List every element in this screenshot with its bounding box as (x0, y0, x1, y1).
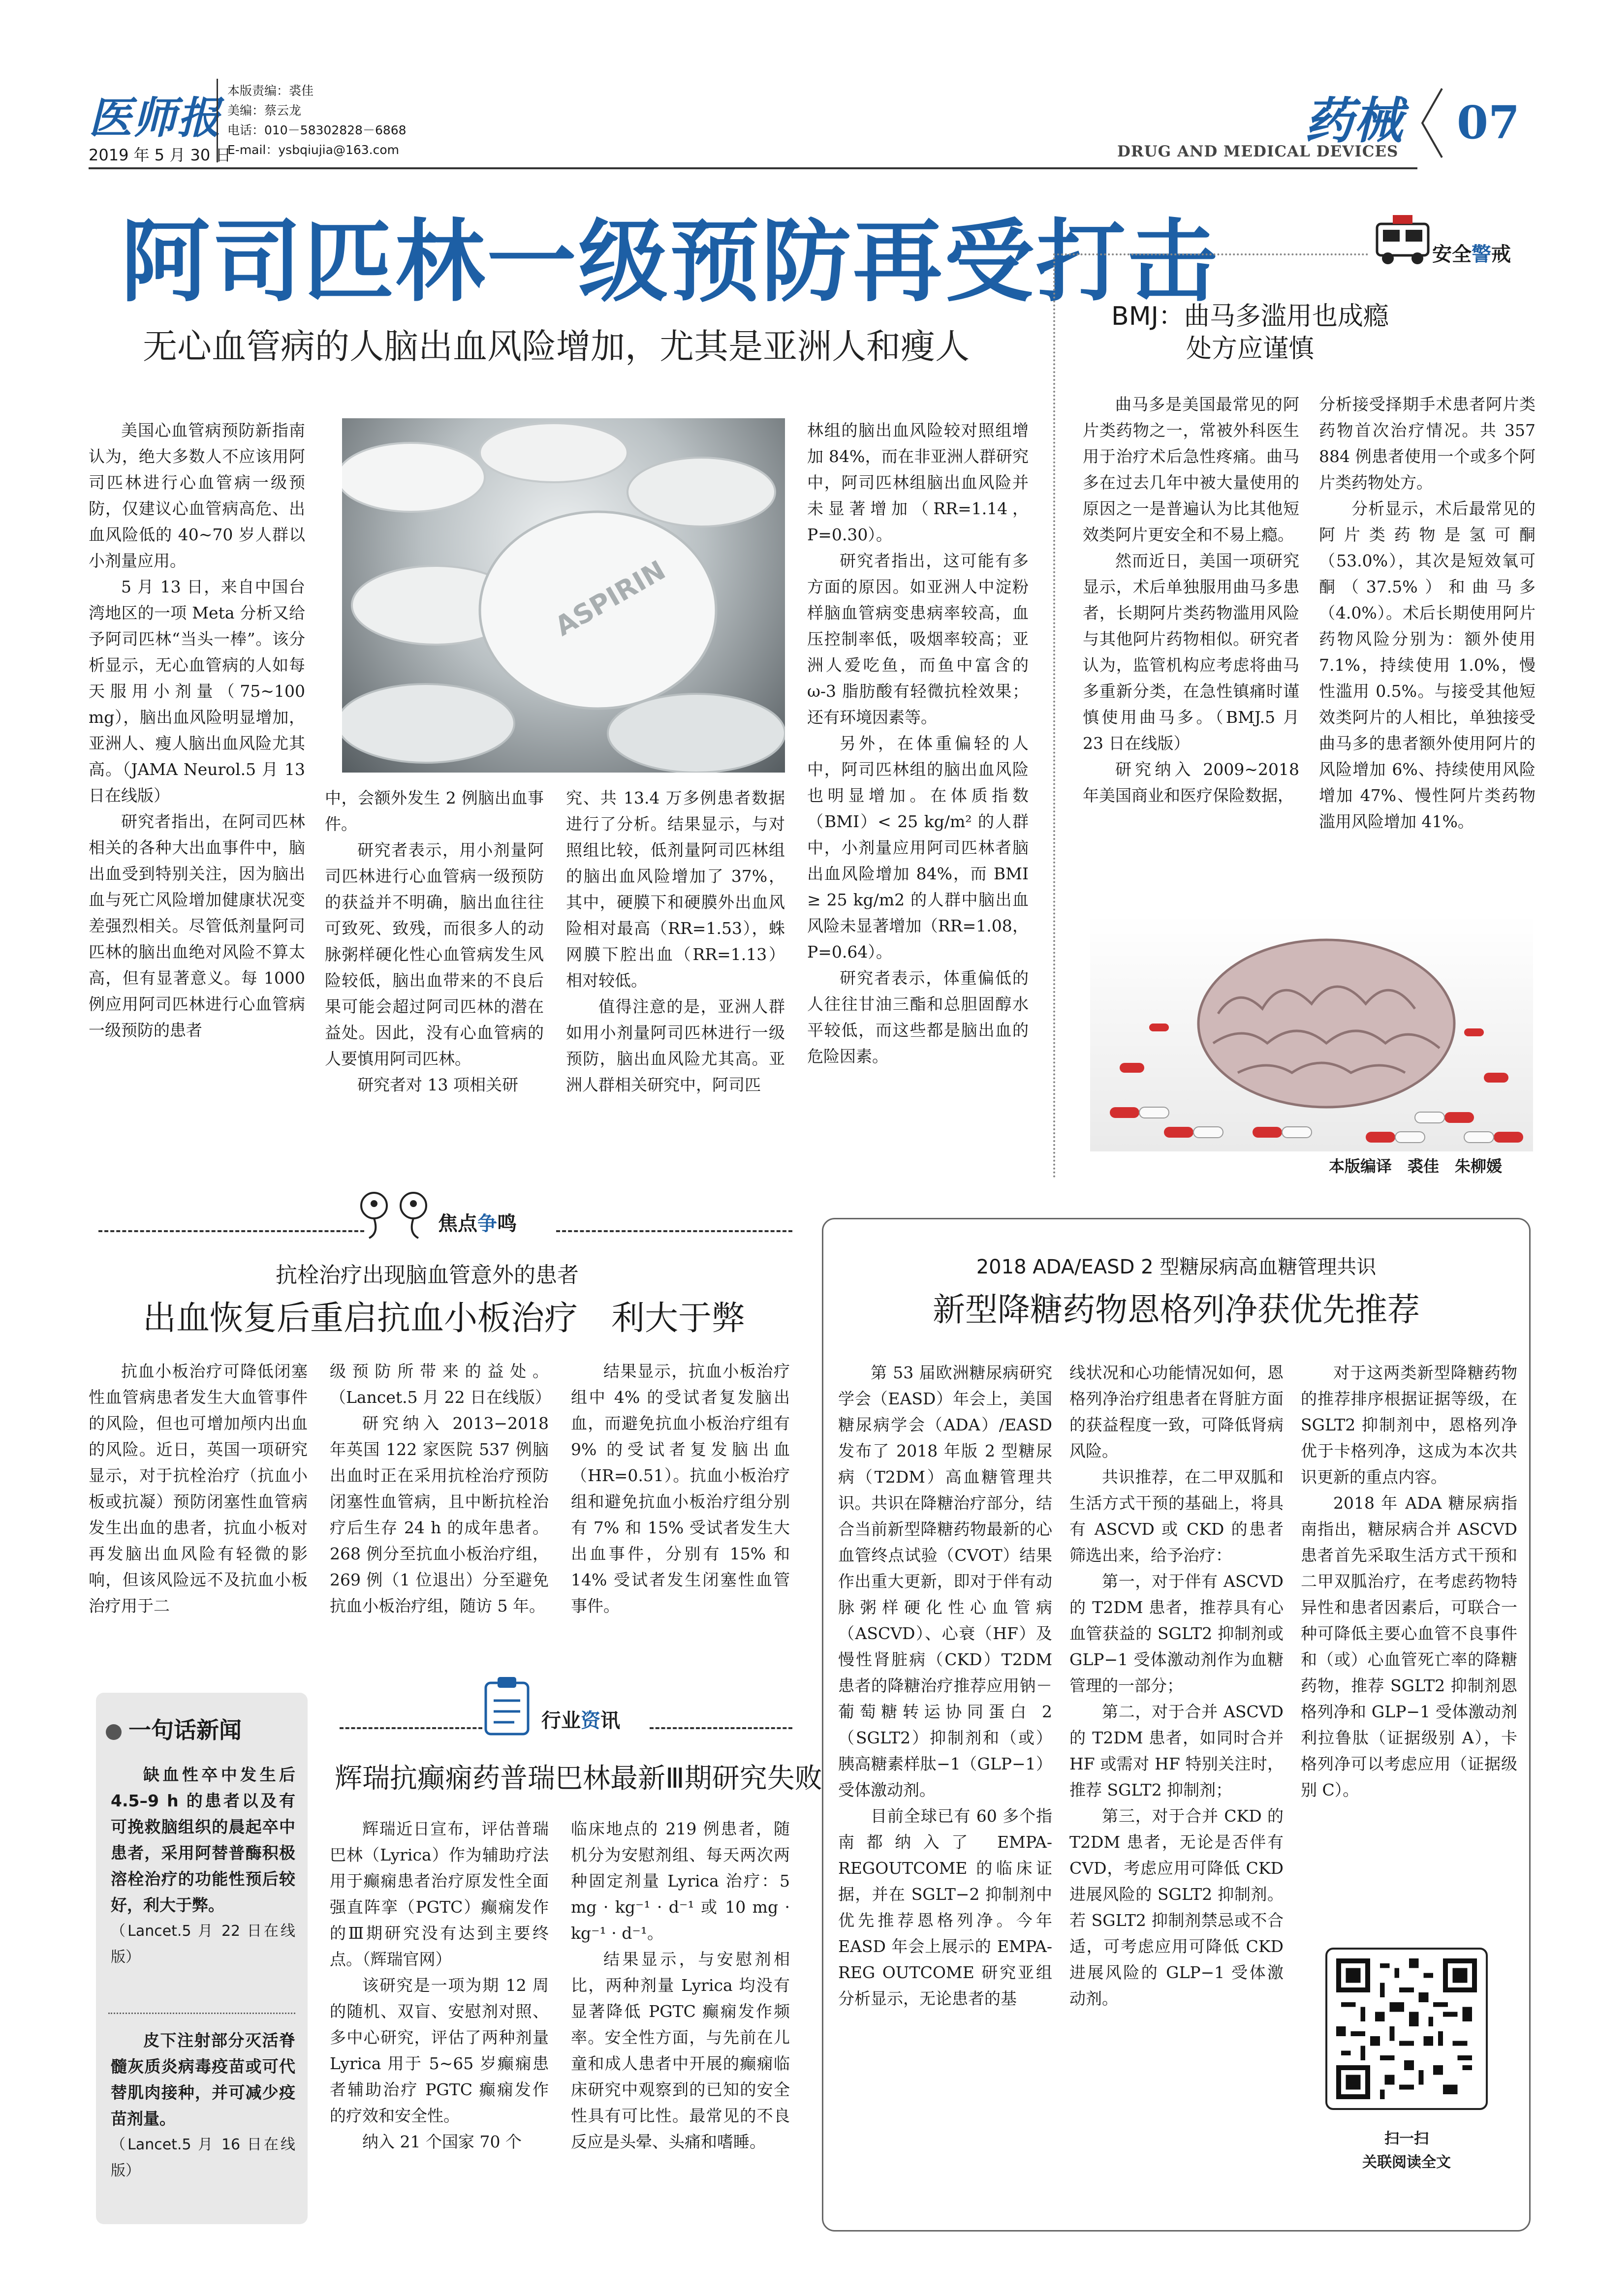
section-en: DRUG AND MEDICAL DEVICES (1117, 143, 1399, 160)
brief-item-2: 皮下注射部分灭活脊髓灰质炎病毒疫苗或可代替肌肉接种，并可减少疫苗剂量。 （Lancet.5 月 16 日在线版） (111, 2031, 295, 2179)
main-column-4 (807, 417, 1029, 1069)
art-label: 美编：蔡云龙 (227, 103, 302, 118)
main-column-1 (89, 417, 305, 1043)
main-para-12: 研究者表示，体重偏低的人往往甘油三酯和总胆固醇水平较低，而这些都是脑出血的危险因素。 (807, 968, 1029, 1066)
clipboard-icon (480, 1673, 534, 1737)
focus-para-4: 结果显示，抗血小板治疗组中 4% 的受试者复发脑出血，而避免抗血小板治疗组有 9% 的受试者复发脑出血（HR=0.51）。抗血小板治疗组和避免抗血小板治疗组分别有 7% 和 15% 受试者发生大出血事件，分别有 15% 和 14% 受试者发生闭塞性血管事件。 (571, 1362, 790, 1615)
diabetes-para-5: 第一，对于伴有 ASCVD 的 T2DM 患者，推荐具有心血管获益的 SGLT2 抑制剂或 GLP−1 受体激动剂作为血糖管理的一部分； (1069, 1572, 1284, 1695)
diabetes-kicker: 2018 ADA/EASD 2 型糖尿病高血糖管理共识 (976, 1256, 1377, 1278)
diabetes-para-8: 对于这两类新型降糖药物的推荐排序根据证据等级，在 SGLT2 抑制剂中，恩格列净优于卡格列净，这成为本次共识更新的重点内容。 (1301, 1363, 1517, 1487)
diabetes-para-6: 第二，对于合并 ASCVD 的 T2DM 患者，如同时合并 HF 或需对 HF 特别关注时，推荐 SGLT2 抑制剂； (1069, 1702, 1284, 1800)
safety-para-2: 然而近日，美国一项研究显示，术后单独服用曲马多患者，长期阿片类药物滥用风险与其他阿片药物相似。研究者认为，监管机构应考虑将曲马多重新分类，在急性镇痛时谨慎使用曲马多。（BMJ.5 月 23 日在线版） (1083, 551, 1299, 753)
editor-label: 本版责编：裘佳 (227, 84, 314, 98)
diabetes-para-9: 2018 年 ADA 糖尿病指南指出，糖尿病合并 ASCVD 患者首先采取生活方式干预和二甲双胍治疗，在考虑药物特异性和患者因素后，可联合一种可降低主要心血管不良事件和（或）心血管死亡率的降糖药物，推荐 SGLT2 抑制剂恩格列净和 GLP−1 受体激动剂利拉鲁肽（证据级别 A），卡格列净可以考虑应用（证据级别 C）。 (1301, 1493, 1517, 1800)
brief-news-box (96, 1693, 308, 2224)
bullet-icon (106, 1724, 122, 1740)
diabetes-para-2: 目前全球已有 60 多个指南都纳入了 EMPA-REGOUTCOME 的临床证据，并在 SGLT−2 抑制剂中优先推荐恩格列净。今年 EASD 年会上展示的 EMPA-REG OUTCOME 研究亚组分析显示，无论患者的基 (838, 1806, 1052, 2008)
diabetes-headline: 新型降糖药物恩格列净获优先推荐 (933, 1291, 1420, 1329)
safety-para-5: 分析显示，术后最常见的阿片类药物是氢可酮（53.0%），其次是短效氧可酮（37.5%）和曲马多（4.0%）。术后长期使用阿片药物风险分别为：额外使用 7.1%，持续使用 1.0%，慢性滥用 0.5%。与接受其他短效类阿片的人相比，单独接受曲马多的患者额外使用阿片的风险增加 6%、持续使用风险增加 47%、慢性阿片类药物滥用风险增加 41%。 (1319, 499, 1536, 831)
qr-caption: 扫一扫 关联阅读全文 (1362, 2130, 1451, 2171)
section-title: 药械 (1304, 92, 1403, 150)
main-para-2: 5 月 13 日，来自中国台湾地区的一项 Meta 分析又给予阿司匹林“当头一棒”。该分析显示，无心血管病的人如每天服用小剂量（75~100 mg），脑出血风险明显增加，亚洲人、瘦人脑出血风险尤其高。（JAMA Neurol.5 月 13 日在线版） (89, 577, 305, 805)
diabetes-para-3: 线状况和心功能情况如何，恩格列净治疗组患者在肾脏方面的获益程度一致，可降低肾病风险。 (1069, 1363, 1284, 1460)
svg-text:ASPIRIN: ASPIRIN (550, 554, 671, 642)
focus-column-1 (89, 1358, 308, 1619)
brief-item-1: 缺血性卒中发生后 4.5–9 h 的患者以及有可挽救脑组织的晨起卒中患者，采用阿替普酶积极溶栓治疗的功能性预后较好，利大于弊。 （Lancet.5 月 22 日在线版） (111, 1765, 295, 1966)
main-headline: 阿司匹林一级预防再受打击 (121, 209, 1219, 314)
focus-tag: 焦点争鸣 (438, 1212, 517, 1235)
safety-para-4: 分析接受择期手术患者阿片类药物首次治疗情况。共 357 884 例患者使用一个或多个阿片类药物处方。 (1319, 395, 1536, 492)
focus-para-2: 级预防所带来的益处。（Lancet.5 月 22 日在线版） (330, 1362, 552, 1407)
main-para-4: 中，会额外发生 2 例脑出血事件。 (325, 788, 544, 834)
masthead-credits (227, 81, 407, 160)
safety-para-1: 曲马多是美国最常见的阿片类药物之一，常被外科医生用于治疗术后急性疼痛。曲马多在过去几年中被大量使用的原因之一是普遍认为比其他短效类阿片更安全和不易上瘾。 (1083, 395, 1299, 544)
main-para-7: 究、共 13.4 万多例患者数据进行了分析。结果显示，与对照组比较，低剂量阿司匹林组的脑出血风险增加了 37%，其中，硬膜下和硬膜外出血风险相对最高（RR=1.53），蛛网膜下腔出血（RR=1.13）相对较低。 (566, 788, 785, 990)
diabetes-column-2 (1069, 1360, 1284, 2012)
brain-with-pills-photo (1090, 915, 1533, 1151)
focus-para-3: 研究纳入 2013−2018 年英国 122 家医院 537 例脑出血时正在采用抗栓治疗预防闭塞性血管病，且中断抗栓治疗后生存 24 h 的成年患者。268 例分至抗血小板治疗组，269 例（1 位退出）分至避免抗血小板治疗组，随访 5 年。 (330, 1414, 549, 1615)
diabetes-para-1: 第 53 届欧洲糖尿病研究学会（EASD）年会上，美国糖尿病学会（ADA）/EASD 发布了 2018 年版 2 型糖尿病（T2DM）高血糖管理共识。共识在降糖治疗部分，结合当前新型降糖药物最新的心血管终点试验（CVOT）结果作出重大更新，即对于伴有动脉粥样硬化性心血管病（ASCVD）、心衰（HF）及慢性肾脏病（CKD）T2DM 患者的降糖治疗推荐应用钠－葡萄糖转运协同蛋白 2（SGLT2）抑制剂和（或）胰高糖素样肽−1（GLP−1）受体激动剂。 (838, 1363, 1052, 1800)
safety-title: BMJ：曲马多滥用也成瘾 处方应谨慎 (1111, 302, 1389, 364)
diabetes-column-1 (838, 1360, 1052, 2012)
main-column-2 (325, 785, 544, 1098)
ambulance-icon (1373, 209, 1432, 268)
page-credit: 本版编译 裘佳 朱柳媛 (1329, 1157, 1503, 1176)
focus-column-3 (571, 1358, 790, 1619)
industry-para-1: 辉瑞近日宣布，评估普瑞巴林（Lyrica）作为辅助疗法用于癫痫患者治疗原发性全面强直阵挛（PGTC）癫痫发作的Ⅲ期研究没有达到主要终点。（辉瑞官网） (330, 1819, 549, 1969)
email: E-mail：ysbqiujia@163.com (227, 143, 399, 157)
main-column-3 (566, 785, 785, 1098)
aspirin-pills-photo (342, 418, 785, 773)
safety-para-3: 研究纳入 2009~2018 年美国商业和医疗保险数据， (1083, 760, 1299, 805)
main-para-6: 研究者对 13 项相关研 (357, 1075, 518, 1094)
safety-column-1 (1083, 391, 1299, 808)
main-para-1: 美国心血管病预防新指南认为，绝大多数人不应该用阿司匹林进行心血管病一级预防，仅建议心血管病高危、出血风险低的 40~70 岁人群以小剂量应用。 (89, 421, 305, 570)
brief-title: 一句话新闻 (106, 1712, 242, 1745)
industry-column-1 (330, 1816, 549, 2155)
diabetes-column-3 (1301, 1360, 1517, 1803)
main-para-3: 研究者指出，在阿司匹林相关的各种大出血事件中，脑出血受到特别关注，因为脑出血与死亡风险增加健康状况变差强烈相关。尽管低剂量阿司匹林的脑出血绝对风险不算太高，但有显著意义。每 1000 例应用阿司匹林进行心血管病一级预防的患者 (89, 812, 305, 1040)
industry-para-2: 该研究是一项为期 12 周的随机、双盲、安慰剂对照、多中心研究，评估了两种剂量 Lyrica 用于 5~65 岁癫痫患者辅助治疗 PGTC 癫痫发作的疗效和安全性。 (330, 1976, 549, 2125)
focus-para-1: 抗血小板治疗可降低闭塞性血管病患者发生大血管事件的风险，但也可增加颅内出血的风险。近日，英国一项研究显示，对于抗栓治疗（抗血小板或抗凝）预防闭塞性血管病发生出血的患者，抗血小板对再发脑出血风险有轻微的影响，但该风险远不及抗血小板治疗用于二 (89, 1362, 308, 1615)
focus-kicker: 抗栓治疗出现脑血管意外的患者 (276, 1263, 579, 1288)
bird-icon (354, 1186, 438, 1240)
qr-code[interactable] (1325, 1948, 1488, 2110)
safety-tag: 安全警戒 (1432, 243, 1511, 266)
newspaper-logo: 医师报 (89, 92, 222, 143)
diabetes-para-4: 共识推荐，在二甲双胍和生活方式干预的基础上，将具有 ASCVD 或 CKD 的患者筛选出来，给予治疗： (1069, 1467, 1284, 1565)
industry-para-4: 临床地点的 219 例患者，随机分为安慰剂组、每天两次两种固定剂量 Lyrica 治疗：5 mg · kg⁻¹ · d⁻¹ 或 10 mg · kg⁻¹ · d⁻¹。 (571, 1819, 790, 1943)
industry-para-5: 结果显示，与安慰剂相比，两种剂量 Lyrica 均没有显著降低 PGTC 癫痫发作频率。安全性方面，与先前在儿童和成人患者中开展的癫痫临床研究中观察到的已知的安全性具有可比性。最常见的不良反应是头晕、头痛和嗜睡。 (571, 1950, 790, 2151)
industry-para-3: 纳入 21 个国家 70 个 (362, 2132, 522, 2151)
focus-column-2 (330, 1358, 552, 1619)
diabetes-para-7: 第三，对于合并 CKD 的 T2DM 患者，无论是否伴有 CVD，考虑应用可降低 CKD 进展风险的 SGLT2 抑制剂。若 SGLT2 抑制剂禁忌或不合适，可考虑应用可降低 CKD 进展风险的 GLP−1 受体激动剂。 (1069, 1806, 1284, 2008)
issue-date: 2019 年 5 月 30 日 (89, 146, 231, 164)
main-para-5: 研究者表示，用小剂量阿司匹林进行心血管病一级预防的获益并不明确，脑出血往往可致死、致残，而很多人的动脉粥样硬化性心血管病发生风险较低，脑出血带来的不良后果可能会超过阿司匹林的潜在益处。因此，没有心血管病的人要慎用阿司匹林。 (325, 840, 544, 1068)
phone: 电话：010－58302828－6868 (227, 123, 407, 137)
chevron-divider (1417, 86, 1447, 160)
safety-column-2 (1319, 391, 1536, 835)
page-number: 07 (1457, 96, 1520, 149)
main-para-8: 值得注意的是，亚洲人群如用小剂量阿司匹林进行一级预防，脑出血风险尤其高。亚洲人群相关研究中，阿司匹 (566, 997, 785, 1094)
industry-tag: 行业资讯 (541, 1709, 620, 1732)
industry-headline: 辉瑞抗癫痫药普瑞巴林最新Ⅲ期研究失败 (335, 1763, 822, 1795)
main-para-9: 林组的脑出血风险较对照组增加 84%，而在非亚洲人群研究中，阿司匹林组脑出血风险并未显著增加（RR=1.14，P=0.30）。 (807, 421, 1029, 544)
focus-headline: 出血恢复后重启抗血小板治疗 利大于弊 (143, 1299, 746, 1338)
industry-column-2 (571, 1816, 790, 2155)
main-subhead: 无心血管病的人脑出血风险增加，尤其是亚洲人和瘦人 (143, 326, 970, 367)
main-para-11: 另外，在体重偏轻的人中，阿司匹林组的脑出血风险也明显增加。在体质指数（BMI）< 25 kg/m² 的人群中，小剂量应用阿司匹林者脑出血风险增加 84%，而 BMI ≥ 25 kg/m2 的人群中脑出血风险未显著增加（RR=1.08，P=0.64）。 (807, 734, 1029, 962)
diabetes-box (822, 1218, 1531, 2232)
main-para-10: 研究者指出，这可能有多方面的原因。如亚洲人中淀粉样脑血管病变患病率较高，血压控制率低，吸烟率较高；亚洲人爱吃鱼，而鱼中富含的 ω-3 脂肪酸有轻微抗栓效果；还有环境因素等。 (807, 551, 1029, 727)
